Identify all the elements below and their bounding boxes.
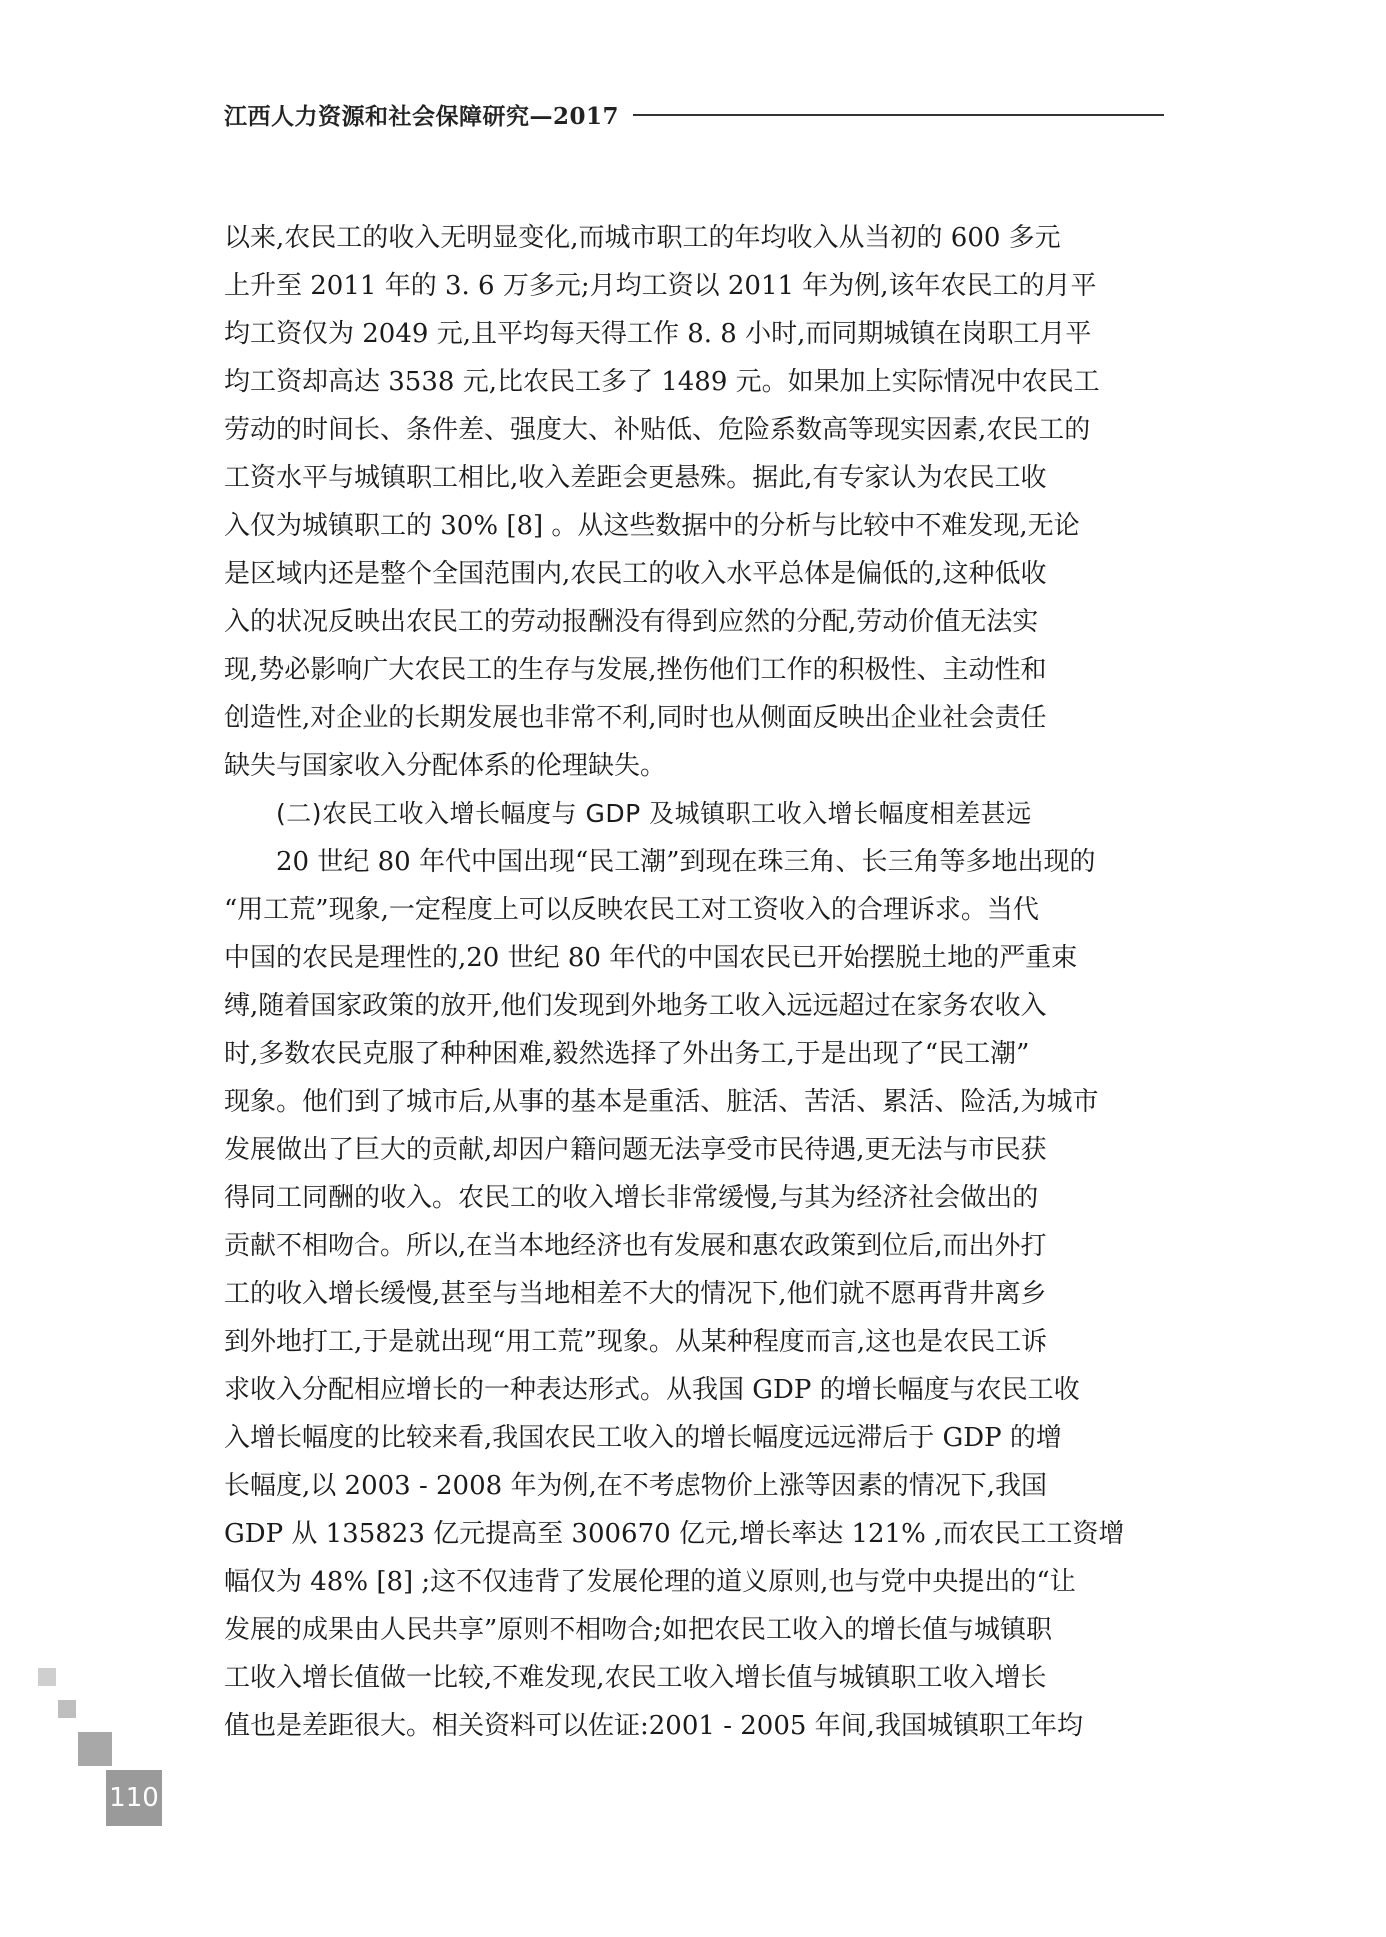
text-line: 以来,农民工的收入无明显变化,而城市职工的年均收入从当初的 600 多元	[224, 223, 1061, 253]
text-line: 发展做出了巨大的贡献,却因户籍问题无法享受市民待遇,更无法与市民获	[224, 1135, 1047, 1165]
text-line: 现象。他们到了城市后,从事的基本是重活、脏活、苦活、累活、险活,为城市	[224, 1087, 1099, 1117]
decorative-square	[78, 1732, 112, 1766]
text-line: 值也是差距很大。相关资料可以佐证:2001 - 2005 年间,我国城镇职工年均	[224, 1711, 1083, 1741]
text-line: 20 世纪 80 年代中国出现“民工潮”到现在珠三角、长三角等多地出现的	[276, 847, 1096, 877]
text-line: 入的状况反映出农民工的劳动报酬没有得到应然的分配,劳动价值无法实	[224, 607, 1039, 637]
text-line: 上升至 2011 年的 3. 6 万多元;月均工资以 2011 年为例,该年农民工的月平	[224, 271, 1097, 301]
decorative-square	[38, 1668, 56, 1686]
text-line: 入仅为城镇职工的 30% [8] 。从这些数据中的分析与比较中不难发现,无论	[224, 511, 1080, 541]
text-line: 缚,随着国家政策的放开,他们发现到外地务工收入远远超过在家务农收入	[224, 991, 1047, 1021]
text-line: 工收入增长值做一比较,不难发现,农民工收入增长值与城镇职工收入增长	[224, 1663, 1047, 1693]
text-line: 入增长幅度的比较来看,我国农民工收入的增长幅度远远滞后于 GDP 的增	[224, 1423, 1062, 1453]
text-line: 发展的成果由人民共享”原则不相吻合;如把农民工收入的增长值与城镇职	[224, 1615, 1053, 1645]
decorative-square	[58, 1700, 76, 1718]
text-line: 得同工同酬的收入。农民工的收入增长非常缓慢,与其为经济社会做出的	[224, 1183, 1039, 1213]
text-line: “用工荒”现象,一定程度上可以反映农民工对工资收入的合理诉求。当代	[224, 895, 1039, 925]
body-text	[224, 214, 1166, 1750]
text-line: 是区域内还是整个全国范围内,农民工的收入水平总体是偏低的,这种低收	[224, 559, 1047, 589]
text-line: 时,多数农民克服了种种困难,毅然选择了外出务工,于是出现了“民工潮”	[224, 1039, 1030, 1069]
text-line: 中国的农民是理性的,20 世纪 80 年代的中国农民已开始摆脱土地的严重束	[224, 943, 1078, 973]
text-line: 工的收入增长缓慢,甚至与当地相差不大的情况下,他们就不愿再背井离乡	[224, 1279, 1047, 1309]
text-line: 求收入分配相应增长的一种表达形式。从我国 GDP 的增长幅度与农民工收	[224, 1375, 1080, 1405]
text-line: 均工资仅为 2049 元,且平均每天得工作 8. 8 小时,而同期城镇在岗职工月平	[224, 319, 1092, 349]
header-rule	[633, 114, 1164, 116]
text-line: 现,势必影响广大农民工的生存与发展,挫伤他们工作的积极性、主动性和	[224, 655, 1047, 685]
page-number: 110	[109, 1783, 159, 1813]
running-header-title: 江西人力资源和社会保障研究—2017	[224, 102, 620, 130]
text-line: GDP 从 135823 亿元提高至 300670 亿元,增长率达 121% ,而农民工工资增	[224, 1519, 1125, 1549]
page-number-box	[106, 1770, 162, 1826]
text-line: 劳动的时间长、条件差、强度大、补贴低、危险系数高等现实因素,农民工的	[224, 415, 1091, 445]
text-line: 幅仅为 48% [8] ;这不仅违背了发展伦理的道义原则,也与党中央提出的“让	[224, 1567, 1076, 1597]
section-subheading: (二)农民工收入增长幅度与 GDP 及城镇职工收入增长幅度相差甚远	[276, 799, 1032, 828]
text-line: 长幅度,以 2003 - 2008 年为例,在不考虑物价上涨等因素的情况下,我国	[224, 1471, 1047, 1501]
text-line: 贡献不相吻合。所以,在当本地经济也有发展和惠农政策到位后,而出外打	[224, 1231, 1047, 1261]
text-line: 到外地打工,于是就出现“用工荒”现象。从某种程度而言,这也是农民工诉	[224, 1327, 1048, 1357]
text-line: 均工资却高达 3538 元,比农民工多了 1489 元。如果加上实际情况中农民工	[224, 367, 1100, 397]
text-line: 工资水平与城镇职工相比,收入差距会更悬殊。据此,有专家认为农民工收	[224, 463, 1047, 493]
running-header	[224, 96, 1164, 132]
text-line: 缺失与国家收入分配体系的伦理缺失。	[224, 751, 667, 781]
text-line: 创造性,对企业的长期发展也非常不利,同时也从侧面反映出企业社会责任	[224, 703, 1047, 733]
